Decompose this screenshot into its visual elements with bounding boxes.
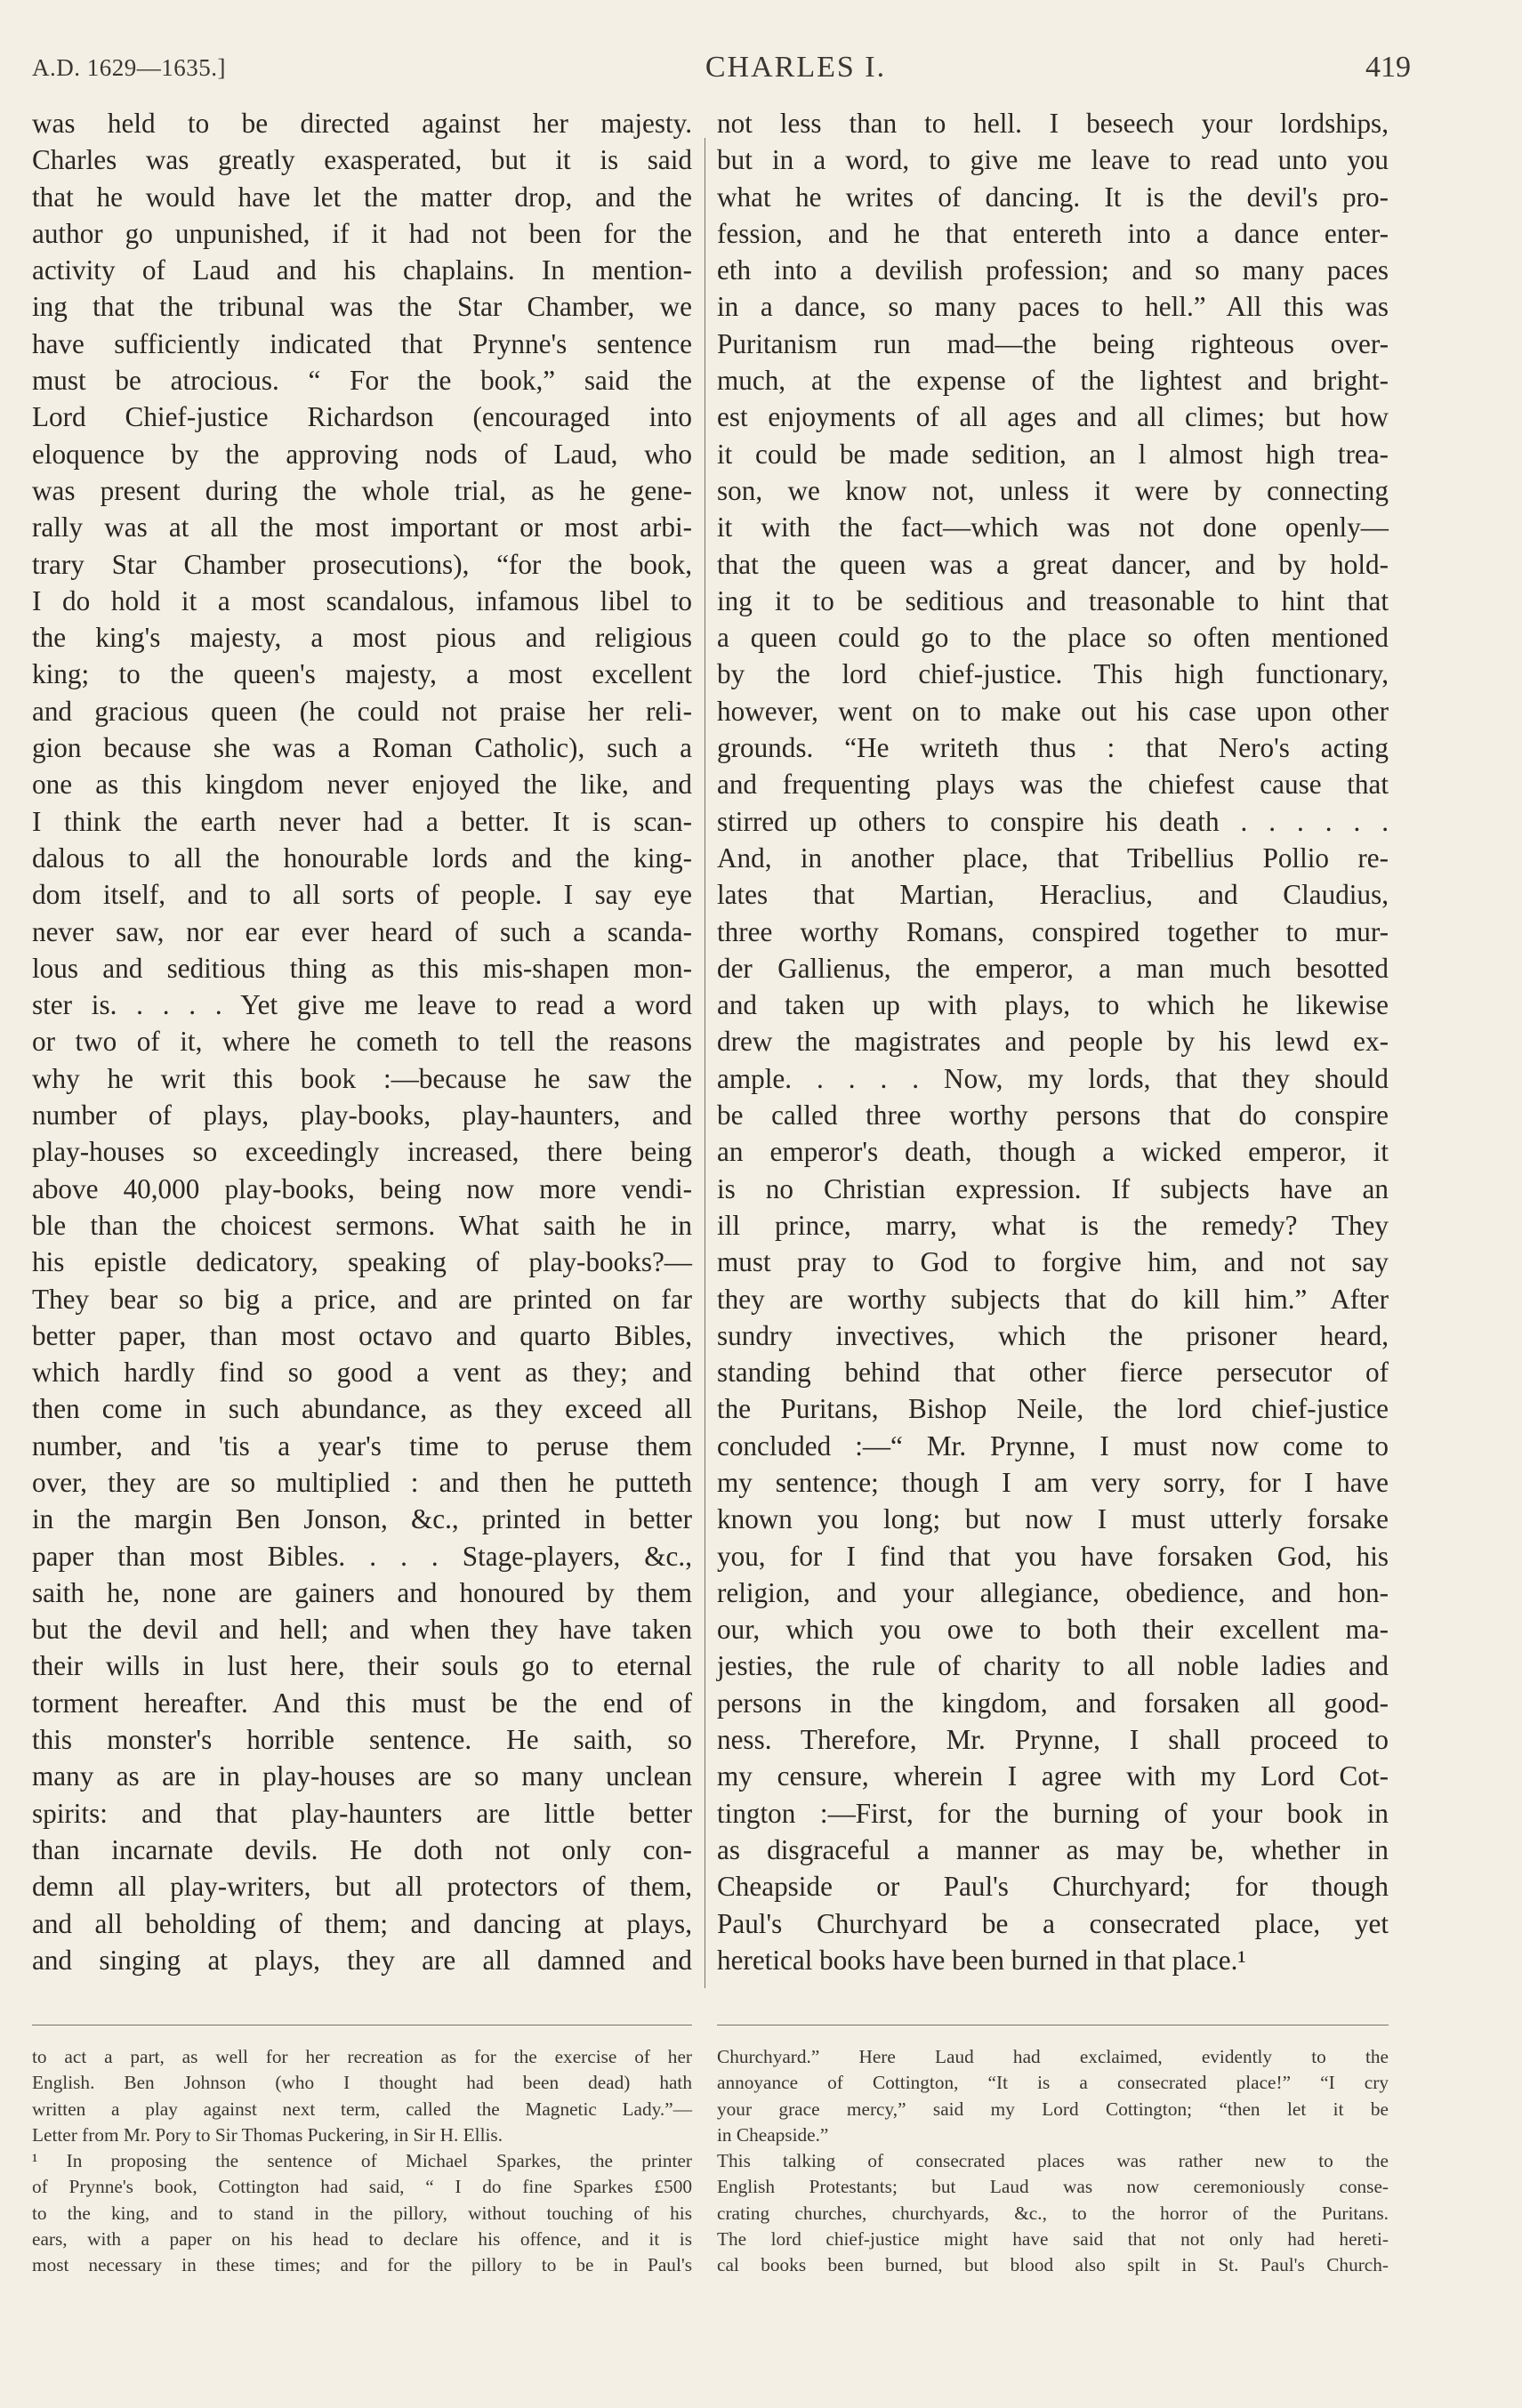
text-line: and taken up with plays, to which he likewise — [717, 989, 1389, 1021]
text-line: and gracious queen (he could not praise her reli- — [32, 695, 692, 727]
left-text-column — [32, 105, 692, 1978]
text-line: ing it to be seditious and treasonable to hint that — [717, 584, 1389, 616]
text-line: I do hold it a most scandalous, infamous libel to — [32, 584, 692, 616]
text-line: that the queen was a great dancer, and by hold- — [717, 548, 1389, 580]
text-line: English Protestants; but Laud was now ceremoniously conse- — [717, 2176, 1389, 2198]
text-line: their wills in lust here, their souls go to eternal — [32, 1650, 692, 1682]
text-line: jesties, the rule of charity to all noble ladies and — [717, 1650, 1389, 1682]
text-line: sundry invectives, which the prisoner heard, — [717, 1319, 1389, 1351]
text-line: standing behind that other fierce persecutor of — [717, 1357, 1389, 1389]
text-line: Lord Chief-justice Richardson (encouraged into — [32, 401, 692, 433]
text-line: demn all play-writers, but all protectors of them, — [32, 1871, 692, 1903]
text-line: or two of it, where he cometh to tell the reasons — [32, 1026, 692, 1058]
text-line: over, they are so multiplied : and then he putteth — [32, 1466, 692, 1498]
text-line: drew the magistrates and people by his lewd ex- — [717, 1026, 1389, 1058]
text-line: The lord chief-justice might have said that not only had hereti- — [717, 2228, 1389, 2251]
text-line: in a dance, so many paces to hell.” All this was — [717, 291, 1389, 323]
text-line: lous and seditious thing as this mis-shapen mon- — [32, 952, 692, 984]
text-line: not less than to hell. I beseech your lordships, — [717, 108, 1389, 139]
text-line: than incarnate devils. He doth not only con- — [32, 1833, 692, 1865]
text-line: activity of Laud and his chaplains. In mention- — [32, 254, 692, 286]
text-line: however, went on to make out his case upon other — [717, 695, 1389, 727]
text-line: why he writ this book :—because he saw the — [32, 1062, 692, 1094]
text-line: was present during the whole trial, as he gene- — [32, 474, 692, 506]
text-line: religion, and your allegiance, obedience, and hon- — [717, 1576, 1389, 1608]
text-line: ample. . . . . Now, my lords, that they should — [717, 1062, 1389, 1094]
text-line: this monster's horrible sentence. He saith, so — [32, 1724, 692, 1756]
text-line: annoyance of Cottington, “It is a consecrated place!” “I cry — [717, 2072, 1389, 2094]
text-line: Churchyard.” Here Laud had exclaimed, evidently to the — [717, 2046, 1389, 2067]
text-line: is no Christian expression. If subjects have an — [717, 1172, 1389, 1204]
text-line: ill prince, marry, what is the remedy? They — [717, 1209, 1389, 1241]
text-line: Paul's Churchyard be a consecrated place, yet — [717, 1907, 1389, 1939]
text-line: author go unpunished, if it had not been for the — [32, 217, 692, 249]
text-line: your grace mercy,” said my Lord Cottington; “then let it be — [717, 2098, 1389, 2120]
text-line: but in a word, to give me leave to read unto you — [717, 144, 1389, 176]
text-line: they are worthy subjects that do kill him.” After — [717, 1283, 1389, 1315]
text-line: was held to be directed against her majesty. — [32, 108, 692, 139]
text-line: This talking of consecrated places was rather new to the — [717, 2150, 1389, 2172]
text-line: an emperor's death, though a wicked emperor, it — [717, 1136, 1389, 1168]
text-line: a queen could go to the place so often mentioned — [717, 622, 1389, 654]
text-line: est enjoyments of all ages and all climes; but how — [717, 401, 1389, 433]
text-line: and all beholding of them; and dancing at plays, — [32, 1907, 692, 1939]
text-line: dom itself, and to all sorts of people. I say eye — [32, 879, 692, 911]
text-line: better paper, than most octavo and quarto Bibles, — [32, 1319, 692, 1351]
text-line: king; to the queen's majesty, a most excellent — [32, 658, 692, 690]
text-line: his epistle dedicatory, speaking of play-books?— — [32, 1246, 692, 1278]
text-line: the Puritans, Bishop Neile, the lord chief-justice — [717, 1393, 1389, 1425]
text-line: They bear so big a price, and are printed on far — [32, 1283, 692, 1315]
text-line: eth into a devilish profession; and so many paces — [717, 254, 1389, 286]
text-line: number, and 'tis a year's time to peruse them — [32, 1429, 692, 1462]
text-line: by the lord chief-justice. This high functionary, — [717, 658, 1389, 690]
text-line: ster is. . . . . Yet give me leave to read a word — [32, 989, 692, 1021]
text-line: above 40,000 play-books, being now more vendi- — [32, 1172, 692, 1204]
text-line: spirits: and that play-haunters are little better — [32, 1797, 692, 1829]
text-line: Letter from Mr. Pory to Sir Thomas Puckering, in Sir H. Ellis. — [32, 2123, 503, 2146]
text-line: lates that Martian, Heraclius, and Claudius, — [717, 879, 1389, 911]
text-line: son, we know not, unless it were by connecting — [717, 474, 1389, 506]
text-line: of Prynne's book, Cottington had said, “ I do fine Sparkes £500 — [32, 2176, 692, 2198]
text-line: and singing at plays, they are all damned and — [32, 1944, 692, 1976]
text-line: crating churches, churchyards, &c., to the horror of the Puritans. — [717, 2202, 1389, 2224]
text-line: Puritanism run mad—the being righteous over- — [717, 327, 1389, 359]
text-line: trary Star Chamber prosecutions), “for the book, — [32, 548, 692, 580]
text-line: ing that the tribunal was the Star Chamber, we — [32, 291, 692, 323]
text-line: torment hereafter. And this must be the end of — [32, 1687, 692, 1719]
text-line: you, for I find that you have forsaken God, his — [717, 1540, 1389, 1572]
text-line: gion because she was a Roman Catholic), such a — [32, 732, 692, 764]
text-line: that he would have let the matter drop, and the — [32, 181, 692, 213]
text-line: our, which you owe to both their excellent ma- — [717, 1614, 1389, 1646]
page-number: 419 — [1365, 51, 1411, 84]
text-line: most necessary in these times; and for the pillory to be in Paul's — [32, 2254, 692, 2276]
text-line: the king's majesty, a most pious and religious — [32, 622, 692, 654]
text-line: English. Ben Johnson (who I thought had been dead) hath — [32, 2072, 692, 2094]
right-footnotes — [717, 2044, 1389, 2279]
text-line: Cheapside or Paul's Churchyard; for though — [717, 1871, 1389, 1903]
left-footnotes — [32, 2044, 692, 2279]
text-line: to the king, and to stand in the pillory, without touching of his — [32, 2202, 692, 2224]
text-line: much, at the expense of the lightest and bright- — [717, 365, 1389, 397]
right-text-column — [717, 105, 1389, 1978]
text-line: eloquence by the approving nods of Laud, who — [32, 438, 692, 470]
header-title: CHARLES I. — [705, 51, 887, 84]
header-date-range: A.D. 1629—1635.] — [32, 53, 226, 81]
text-line: number of plays, play-books, play-haunters, and — [32, 1099, 692, 1132]
text-line: in Cheapside.” — [717, 2123, 829, 2146]
text-line: paper than most Bibles. . . . Stage-players, &c., — [32, 1540, 692, 1572]
text-line: persons in the kingdom, and forsaken all good- — [717, 1687, 1389, 1719]
running-header — [32, 46, 1411, 89]
text-line: many as are in play-houses are so many unclean — [32, 1760, 692, 1792]
text-line: three worthy Romans, conspired together to mur- — [717, 915, 1389, 947]
text-line: Charles was greatly exasperated, but it is said — [32, 144, 692, 176]
text-line: then come in such abundance, as they exceed all — [32, 1393, 692, 1425]
text-line: which hardly find so good a vent as they; and — [32, 1357, 692, 1389]
text-line: to act a part, as well for her recreation as for the exercise of her — [32, 2046, 692, 2067]
text-line: never saw, nor ear ever heard of such a scanda- — [32, 915, 692, 947]
text-line: my sentence; though I am very sorry, for I have — [717, 1466, 1389, 1498]
text-line: I think the earth never had a better. It is scan- — [32, 805, 692, 837]
text-line: it with the fact—which was not done openly— — [717, 511, 1389, 544]
text-line: ble than the choicest sermons. What saith he in — [32, 1209, 692, 1241]
text-line: be called three worthy persons that do conspire — [717, 1099, 1389, 1132]
text-line: must be atrocious. “ For the book,” said the — [32, 365, 692, 397]
text-line: play-houses so exceedingly increased, there being — [32, 1136, 692, 1168]
text-line: grounds. “He writeth thus : that Nero's acting — [717, 732, 1389, 764]
text-line: And, in another place, that Tribellius Pollio re- — [717, 842, 1389, 874]
text-line: it could be made sedition, an l almost high trea- — [717, 438, 1389, 470]
text-line: what he writes of dancing. It is the devil's pro- — [717, 181, 1389, 213]
text-line: cal books been burned, but blood also spilt in St. Paul's Church- — [717, 2254, 1389, 2276]
text-line: rally was at all the most important or most arbi- — [32, 511, 692, 544]
text-line: ¹ In proposing the sentence of Michael Sparkes, the printer — [32, 2150, 692, 2172]
text-line: but the devil and hell; and when they have taken — [32, 1614, 692, 1646]
text-line: der Gallienus, the emperor, a man much besotted — [717, 952, 1389, 984]
text-line: must pray to God to forgive him, and not say — [717, 1246, 1389, 1278]
text-line: stirred up others to conspire his death . . . . . . — [717, 805, 1389, 837]
text-line: tington :—First, for the burning of your book in — [717, 1797, 1389, 1829]
text-line: ness. Therefore, Mr. Prynne, I shall proceed to — [717, 1724, 1389, 1756]
text-line: ears, with a paper on his head to declare his offence, and it is — [32, 2228, 692, 2251]
text-line: dalous to all the honourable lords and the king- — [32, 842, 692, 874]
text-line: as disgraceful a manner as may be, whether in — [717, 1833, 1389, 1865]
text-line: concluded :—“ Mr. Prynne, I must now come to — [717, 1429, 1389, 1462]
text-line: fession, and he that entereth into a dance enter- — [717, 217, 1389, 249]
text-line: one as this kingdom never enjoyed the like, and — [32, 769, 692, 801]
text-line: and frequenting plays was the chiefest cause that — [717, 769, 1389, 801]
text-line: saith he, none are gainers and honoured by them — [32, 1576, 692, 1608]
text-line: in the margin Ben Jonson, &c., printed in better — [32, 1503, 692, 1535]
text-line: have sufficiently indicated that Prynne's sentence — [32, 327, 692, 359]
text-line: heretical books have been burned in that place.¹ — [717, 1944, 1246, 1976]
text-line: known you long; but now I must utterly forsake — [717, 1503, 1389, 1535]
text-line: written a play against next term, called the Magnetic Lady.”— — [32, 2098, 692, 2120]
text-line: my censure, wherein I agree with my Lord Cot- — [717, 1760, 1389, 1792]
